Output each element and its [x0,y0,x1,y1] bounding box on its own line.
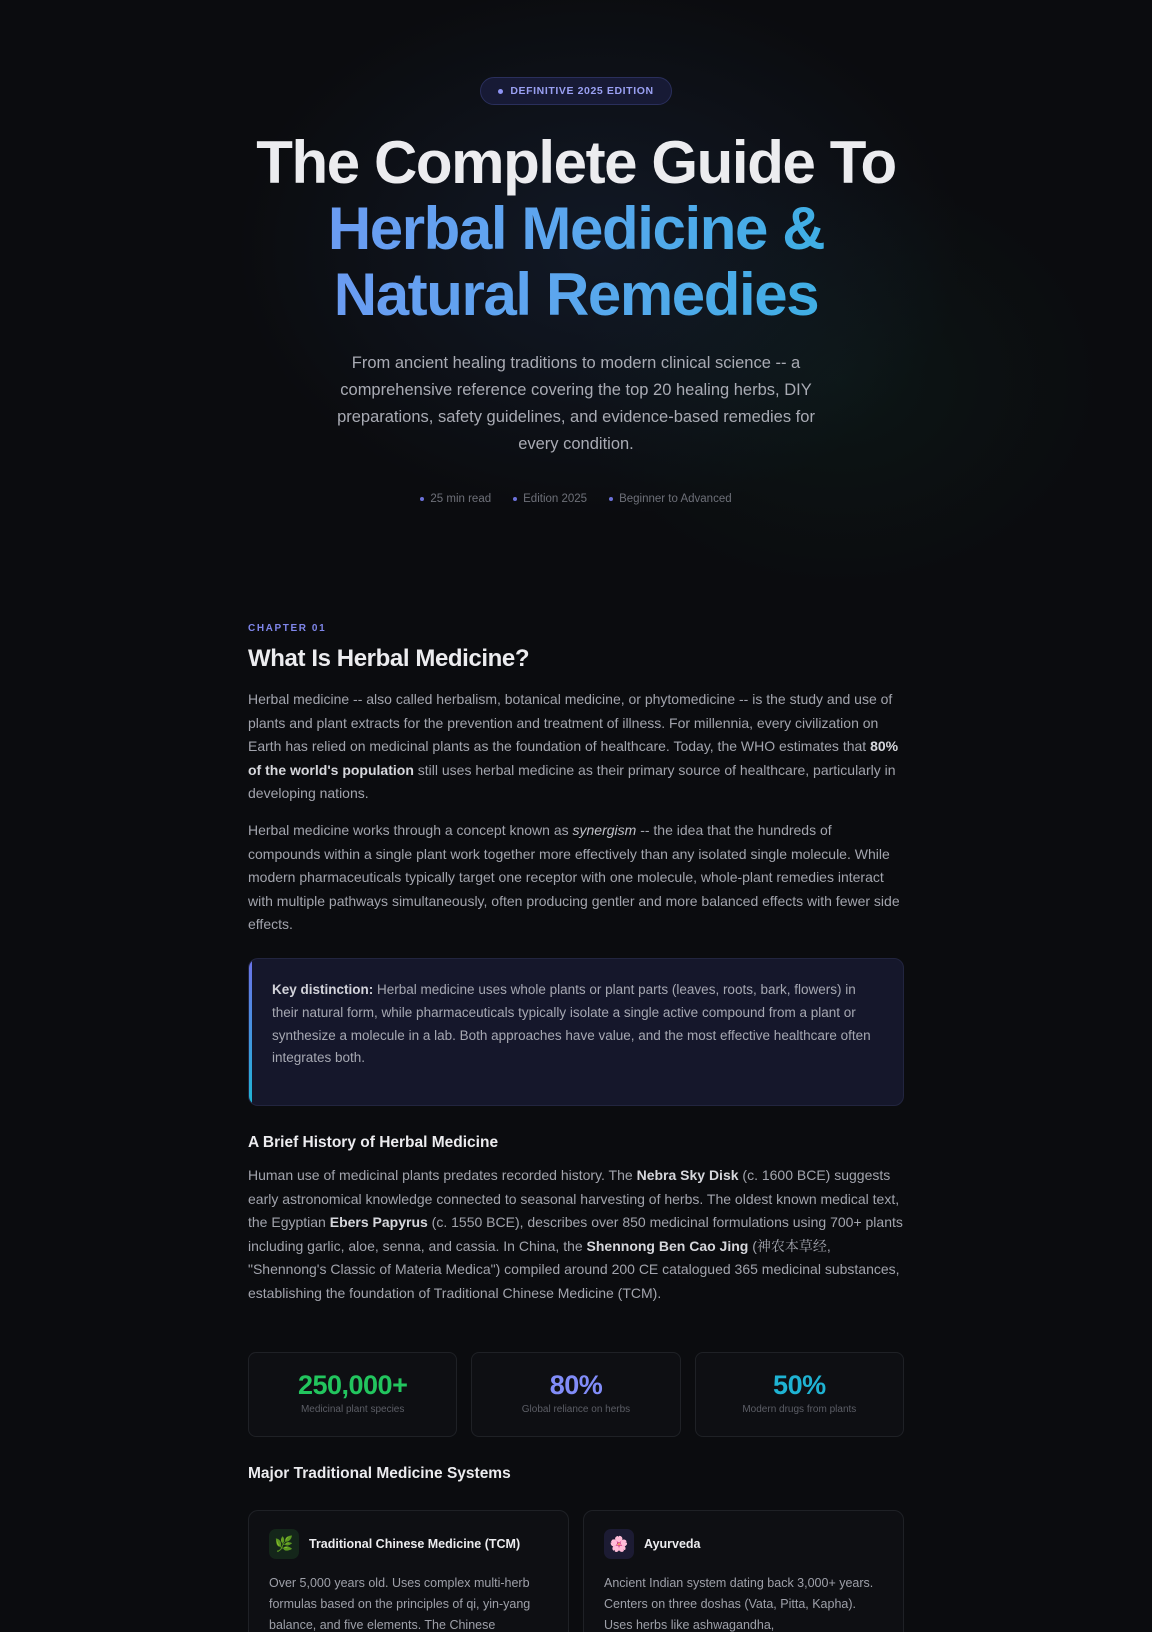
callout-label: Key distinction: [272,982,374,997]
title-line-1: The Complete Guide To [256,129,896,196]
bullet-icon [609,497,613,501]
text-run: -- the idea that the hundreds of compounds within a single plant work together more effectively than any isolated single molecule. While modern pharmaceuticals typically target one receptor with one molecule, whole-plant remedies interact with multiple pathways simultaneously, often producing gentler and more balanced effects with fewer side effects. [248,822,900,933]
stat-value: 250,000+ [297,1370,408,1400]
emphasis-text: Shennong Ben Cao Jing [586,1237,749,1254]
chapter-title: What Is Herbal Medicine? [248,645,530,672]
meta-edition [513,493,587,505]
stat-card [695,1352,904,1437]
stat-value: 80% [549,1370,603,1400]
synergism-paragraph [248,819,904,937]
system-card-tcm [248,1510,569,1632]
system-description: Over 5,000 years old. Uses complex multi-herb formulas based on the principles of qi, yin-yang balance, and five elements. The Chinese [269,1576,531,1632]
stat-label: Global reliance on herbs [521,1404,631,1415]
stat-card [248,1352,457,1437]
meta-level [609,493,732,505]
meta-read-time [420,493,491,505]
system-card-header [269,1529,548,1559]
article-meta [0,493,1152,505]
emphasis-text: 80% of the world's population [248,738,899,778]
text-run: (c. 1600 BCE) suggests early astronomical knowledge connected to seasonal harvesting of herbs. The oldest known medical text, the Egyptian [248,1167,900,1231]
italic-text: synergism [572,822,637,838]
history-paragraph [248,1164,904,1306]
key-distinction-callout [248,958,904,1106]
text-run: Herbal medicine -- also called herbalism, botanical medicine, or phytomedicine -- is the study and use of plants and plant extracts for the prevention and treatment of illness. For millennia, every civilization on Earth has relied on medicinal plants as the foundation of healthcare. Today, the WHO estimates that [248,691,893,755]
stat-card [471,1352,680,1437]
meta-text: Beginner to Advanced [619,493,732,505]
blossom-icon: 🌸 [604,1529,634,1559]
system-title: Traditional Chinese Medicine (TCM) [309,1537,521,1551]
meta-text: 25 min read [430,493,492,505]
title-line-2: Herbal Medicine & [0,196,1152,262]
systems-heading: Major Traditional Medicine Systems [248,1465,511,1482]
stats-row [248,1352,904,1437]
text-run: Herbal medicine works through a concept known as [248,822,573,838]
bullet-icon [420,497,424,501]
chapter-label: CHAPTER 01 [248,623,327,634]
intro-paragraph [248,688,904,806]
callout-text [272,979,872,1070]
stat-label: Modern drugs from plants [742,1404,857,1415]
callout-accent-bar [249,959,252,1105]
emphasis-text: Nebra Sky Disk [636,1167,739,1183]
title-line-3: Natural Remedies [0,262,1152,328]
systems-grid [248,1510,904,1632]
badge-label: DEFINITIVE 2025 EDITION [510,85,654,97]
system-card-header [604,1529,883,1559]
history-heading: A Brief History of Herbal Medicine [248,1134,499,1151]
stat-value: 50% [773,1370,826,1400]
page-title [0,130,1152,328]
hero-subtitle: From ancient healing traditions to modern clinical science -- a comprehensive reference covering the top 20 healing herbs, DIY preparations, safety guidelines, and evidence-based remedies for every condition. [337,354,815,453]
badge-dot-icon [498,89,503,94]
text-run: (c. 1550 BCE), describes over 850 medicinal formulations using 700+ plants including garlic, aloe, senna, and cassia. In China, the [248,1214,903,1254]
system-title: Ayurveda [644,1537,701,1551]
system-description: Ancient Indian system dating back 3,000+ years. Centers on three doshas (Vata, Pitta, Kapha). Uses herbs like ashwagandha, [604,1576,874,1632]
text-run: Human use of medicinal plants predates recorded history. The [248,1167,637,1183]
text-run: Herbal medicine uses whole plants or plant parts (leaves, roots, bark, flowers) in their natural form, while pharmaceuticals typically isolate a single active compound from a plant or synthesize a molecule in a lab. Both approaches have value, and the most effective healthcare often integrates both. [272,982,871,1066]
herb-icon: 🌿 [269,1529,299,1559]
stat-label: Medicinal plant species [300,1404,405,1415]
meta-text: Edition 2025 [523,493,588,505]
text-run: still uses herbal medicine as their primary source of healthcare, particularly in developing nations. [248,761,896,802]
bullet-icon [513,497,517,501]
text-run: (神农本草经, "Shennong's Classic of Materia Medica") compiled around 200 CE catalogued 365 medicinal substances, establishing the foundation of Traditional Chinese Medicine (TCM). [248,1237,900,1301]
system-card-ayurveda [583,1510,904,1632]
emphasis-text: Ebers Papyrus [329,1214,428,1231]
edition-badge [480,77,672,105]
